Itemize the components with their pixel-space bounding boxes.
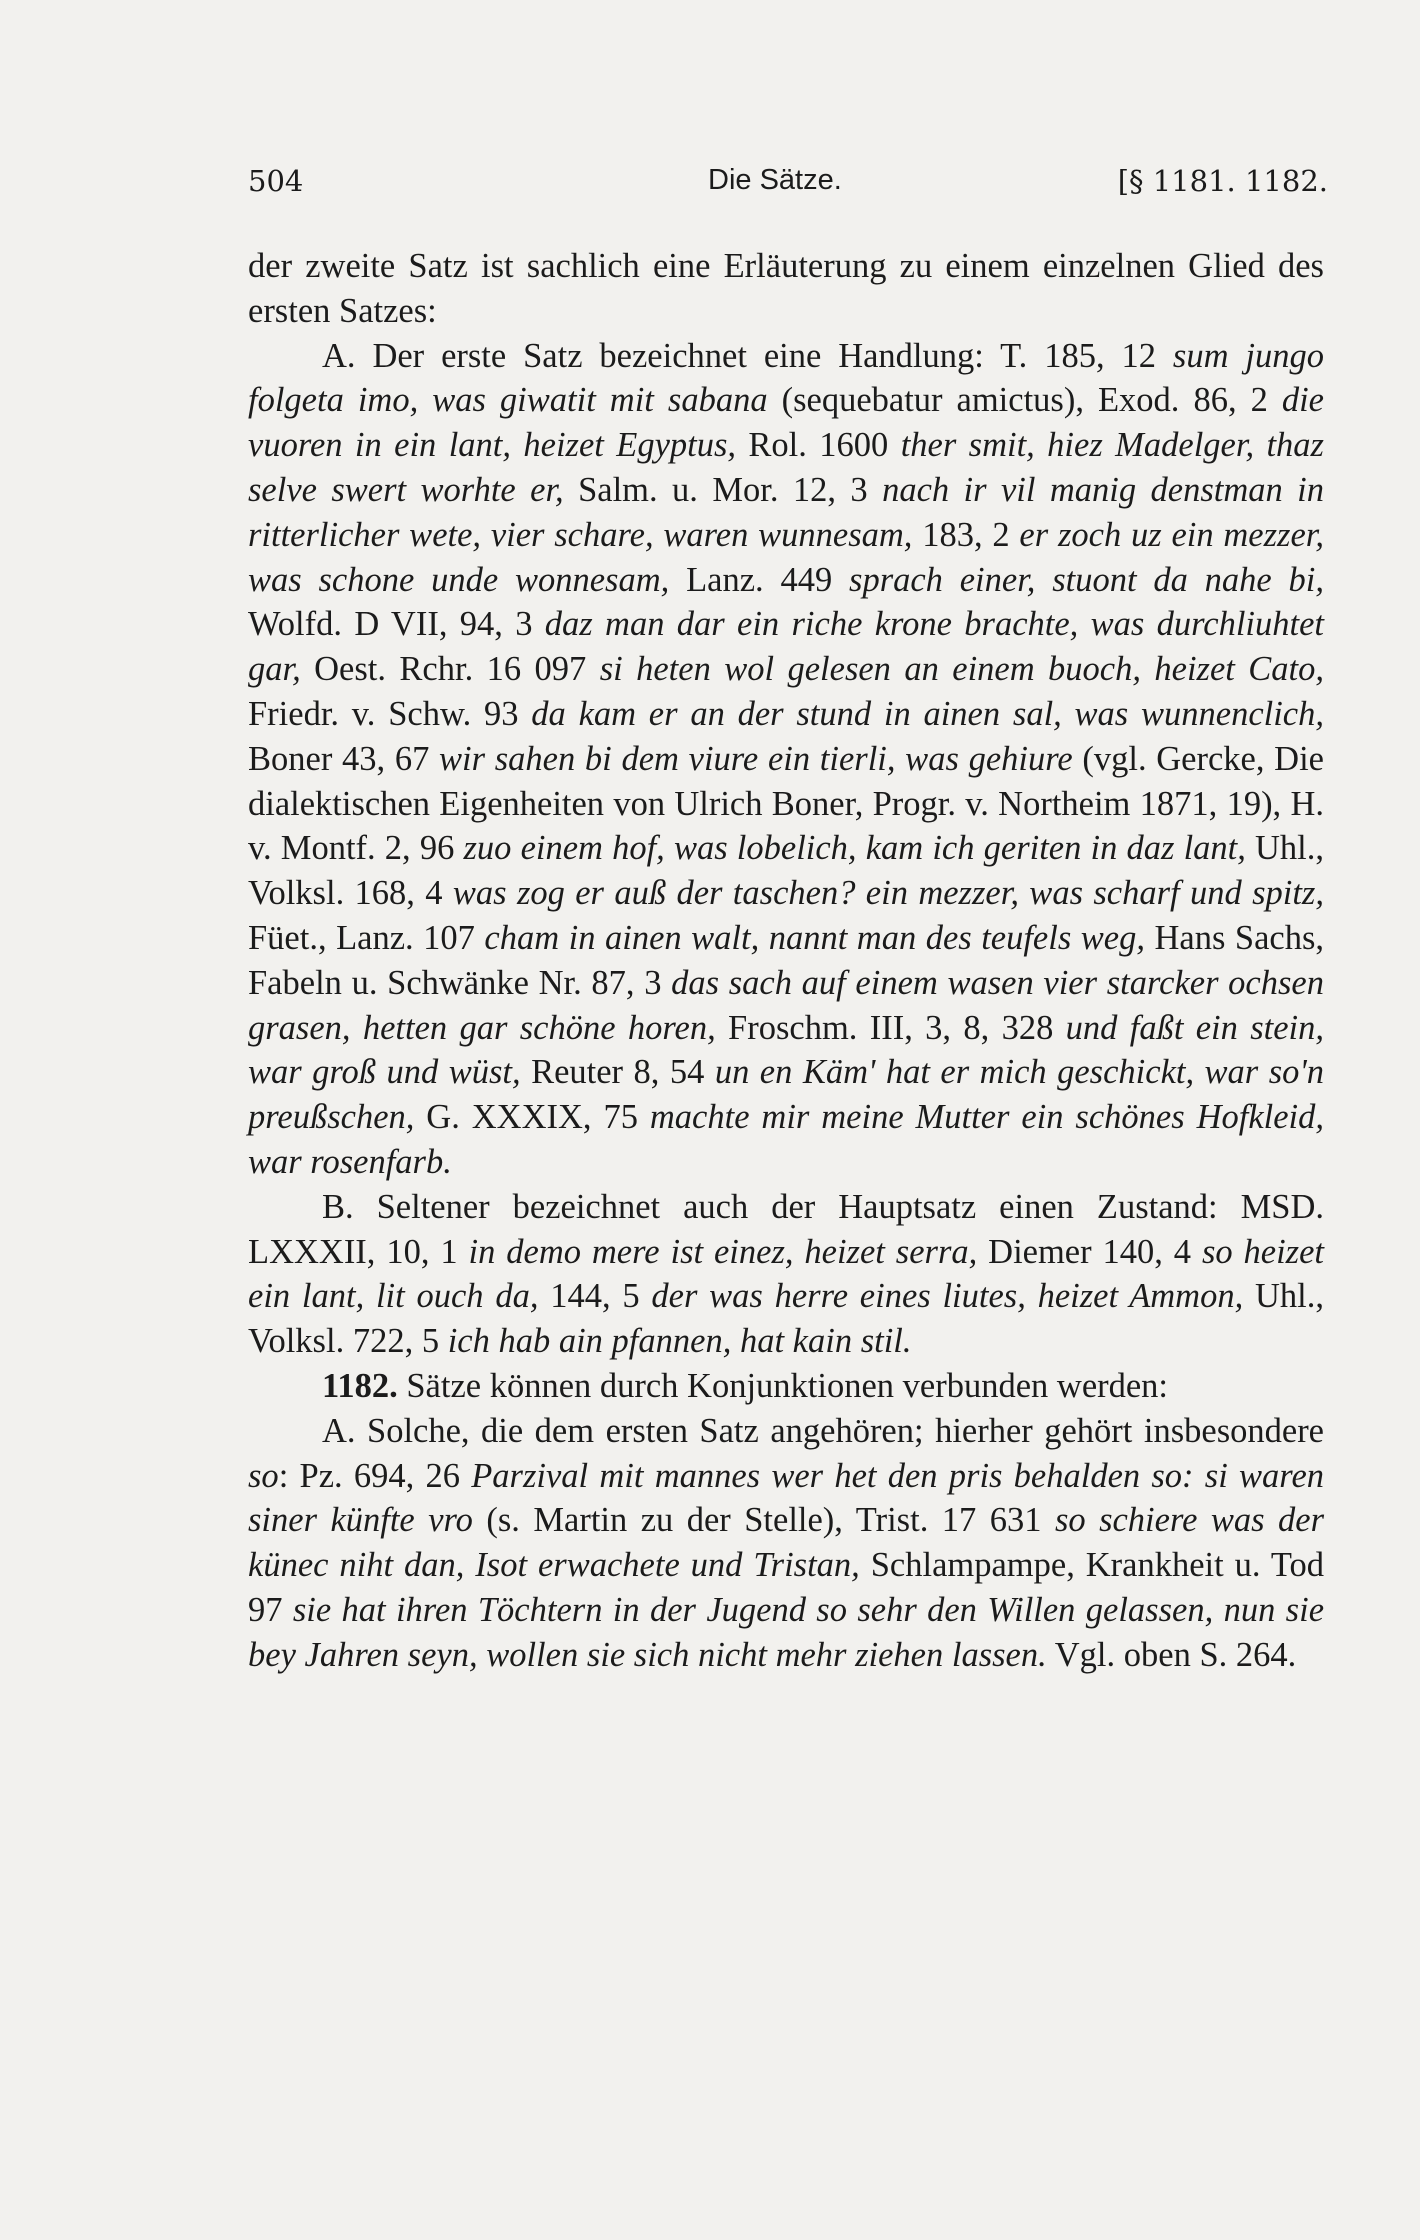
text-run: (vgl. Gercke, Die dialektischen Eigenheiten von Ulrich Boner, Progr. v. Northeim 1871, 19), H. v. Montf. 2, 96: [248, 739, 1324, 868]
text-run: Friedr. v. Schw. 93: [248, 694, 532, 733]
quotation-text: sie hat ihren Töchtern in der Jugend so sehr den Willen gelassen, nun sie bey Jahren seyn, wollen sie sich nicht mehr ziehen lassen.: [248, 1590, 1325, 1674]
quotation-text: Parzival mit mannes wer het den pris behalden so: si waren siner künfte vro: [248, 1456, 1325, 1540]
text-run: Vgl. oben S. 264.: [1046, 1635, 1297, 1674]
body-text: [248, 244, 1324, 1678]
quotation-text: und faßt ein stein, war groß und wüst,: [248, 1008, 1324, 1092]
quotation-text: un en Käm' hat er mich geschickt, war so'n preußschen,: [248, 1053, 1325, 1137]
text-run: Salm. u. Mor. 12, 3: [563, 470, 883, 509]
text-run: Reuter 8, 54: [520, 1053, 715, 1092]
quotation-text: machte mir meine Mutter ein schönes Hofkleid, war rosenfarb.: [248, 1098, 1324, 1181]
section-reference: [§ 1181. 1182.: [1117, 164, 1328, 198]
text-run: (sequebatur amictus), Exod. 86, 2: [767, 381, 1282, 420]
text-run: (s. Martin zu der Stelle), Trist. 17 631: [472, 1501, 1055, 1540]
text-run: Füet., Lanz. 107: [248, 918, 485, 957]
quotation-text: die vuoren in ein lant, heizet Egyptus,: [248, 381, 1324, 465]
quotation-text: sum jungo folgeta imo, was giwatit mit sabana: [248, 336, 1324, 420]
paragraph: [248, 1409, 1324, 1678]
text-run: Uhl., Volksl. 168, 4: [248, 829, 1325, 913]
text-run: Rol. 1600: [736, 426, 901, 465]
quotation-text: ther smit, hiez Madelger, thaz selve swert worhte er,: [248, 426, 1324, 509]
quotation-text: in demo mere ist einez, heizet serra,: [468, 1232, 978, 1271]
quotation-text: das sach auf einem wasen vier starcker ochsen grasen, hetten gar schöne horen,: [248, 963, 1324, 1047]
text-run: Boner 43, 67: [248, 739, 440, 778]
paragraph: [248, 334, 1324, 1185]
quotation-text: cham in ainen walt, nannt man des teufels weg,: [484, 918, 1145, 957]
running-title: Die Sätze.: [708, 164, 842, 196]
quotation-text: ich hab ain pfannen, hat kain stil.: [447, 1322, 912, 1361]
text-run: 144, 5: [538, 1277, 652, 1316]
text-run: Oest. Rchr. 16 097: [300, 650, 600, 689]
text-run: der zweite Satz ist sachlich eine Erläuterung zu einem einzelnen Glied des ersten Satzes:: [248, 247, 1324, 330]
text-run: A. Der erste Satz bezeichnet eine Handlung: T. 185, 12: [322, 336, 1173, 375]
text-run: B. Seltener bezeichnet auch der Hauptsatz einen Zustand: MSD. LXXXII, 10, 1: [248, 1187, 1324, 1271]
quotation-text: si heten wol gelesen an einem buoch, heizet Cato,: [599, 650, 1324, 689]
quotation-text: nach ir vil manig denstman in ritterlicher wete, vier schare, waren wunnesam,: [248, 470, 1324, 554]
text-run: Diemer 140, 4: [977, 1232, 1202, 1271]
quotation-text: was zog er auß der taschen? ein mezzer, was scharf und spitz,: [452, 874, 1324, 913]
quotation-text: der was herre eines liutes, heizet Ammon,: [651, 1277, 1244, 1316]
text-run: Hans Sachs, Fabeln u. Schwänke Nr. 87, 3: [248, 918, 1324, 1002]
text-run: Sätze können durch Konjunktionen verbunden werden:: [397, 1366, 1169, 1405]
quotation-text: wir sahen bi dem viure ein tierli, was gehiure: [439, 739, 1073, 778]
quotation-text: zuo einem hof, was lobelich, kam ich geriten in daz lant,: [463, 829, 1246, 868]
quotation-text: daz man dar ein riche krone brachte, was durchliuhtet gar,: [248, 605, 1324, 689]
running-header: [248, 164, 1328, 204]
quotation-text: er zoch uz ein mezzer, was schone unde wonnesam,: [248, 515, 1325, 599]
text-run: Wolfd. D VII, 94, 3: [248, 605, 545, 644]
text-run: A. Solche, die dem ersten Satz angehören; hierher gehört insbesondere: [322, 1411, 1324, 1450]
paragraph: [248, 1185, 1324, 1364]
text-run: 183, 2: [912, 515, 1020, 554]
quotation-text: sprach einer, stuont da nahe bi,: [849, 560, 1325, 599]
paragraph: [248, 1364, 1324, 1409]
text-run: : Pz. 694, 26: [278, 1456, 472, 1495]
text-run: G. XXXIX, 75: [414, 1098, 650, 1137]
section-number: 1182.: [322, 1366, 398, 1405]
quotation-text: so heizet ein lant, lit ouch da,: [248, 1232, 1325, 1316]
quotation-text: so schiere was der künec niht dan, Isot erwachete und Tristan,: [248, 1501, 1324, 1585]
text-run: Schlampampe, Krankheit u. Tod 97: [248, 1546, 1324, 1629]
text-run: Lanz. 449: [669, 560, 850, 599]
quotation-text: da kam er an der stund in ainen sal, was wunnenclich,: [531, 694, 1324, 733]
text-run: Uhl., Volksl. 722, 5: [248, 1277, 1324, 1361]
text-run: Froschm. III, 3, 8, 328: [715, 1008, 1066, 1047]
paragraph: [248, 244, 1324, 334]
quotation-text: so: [248, 1456, 279, 1495]
page-number: 504: [248, 164, 304, 198]
